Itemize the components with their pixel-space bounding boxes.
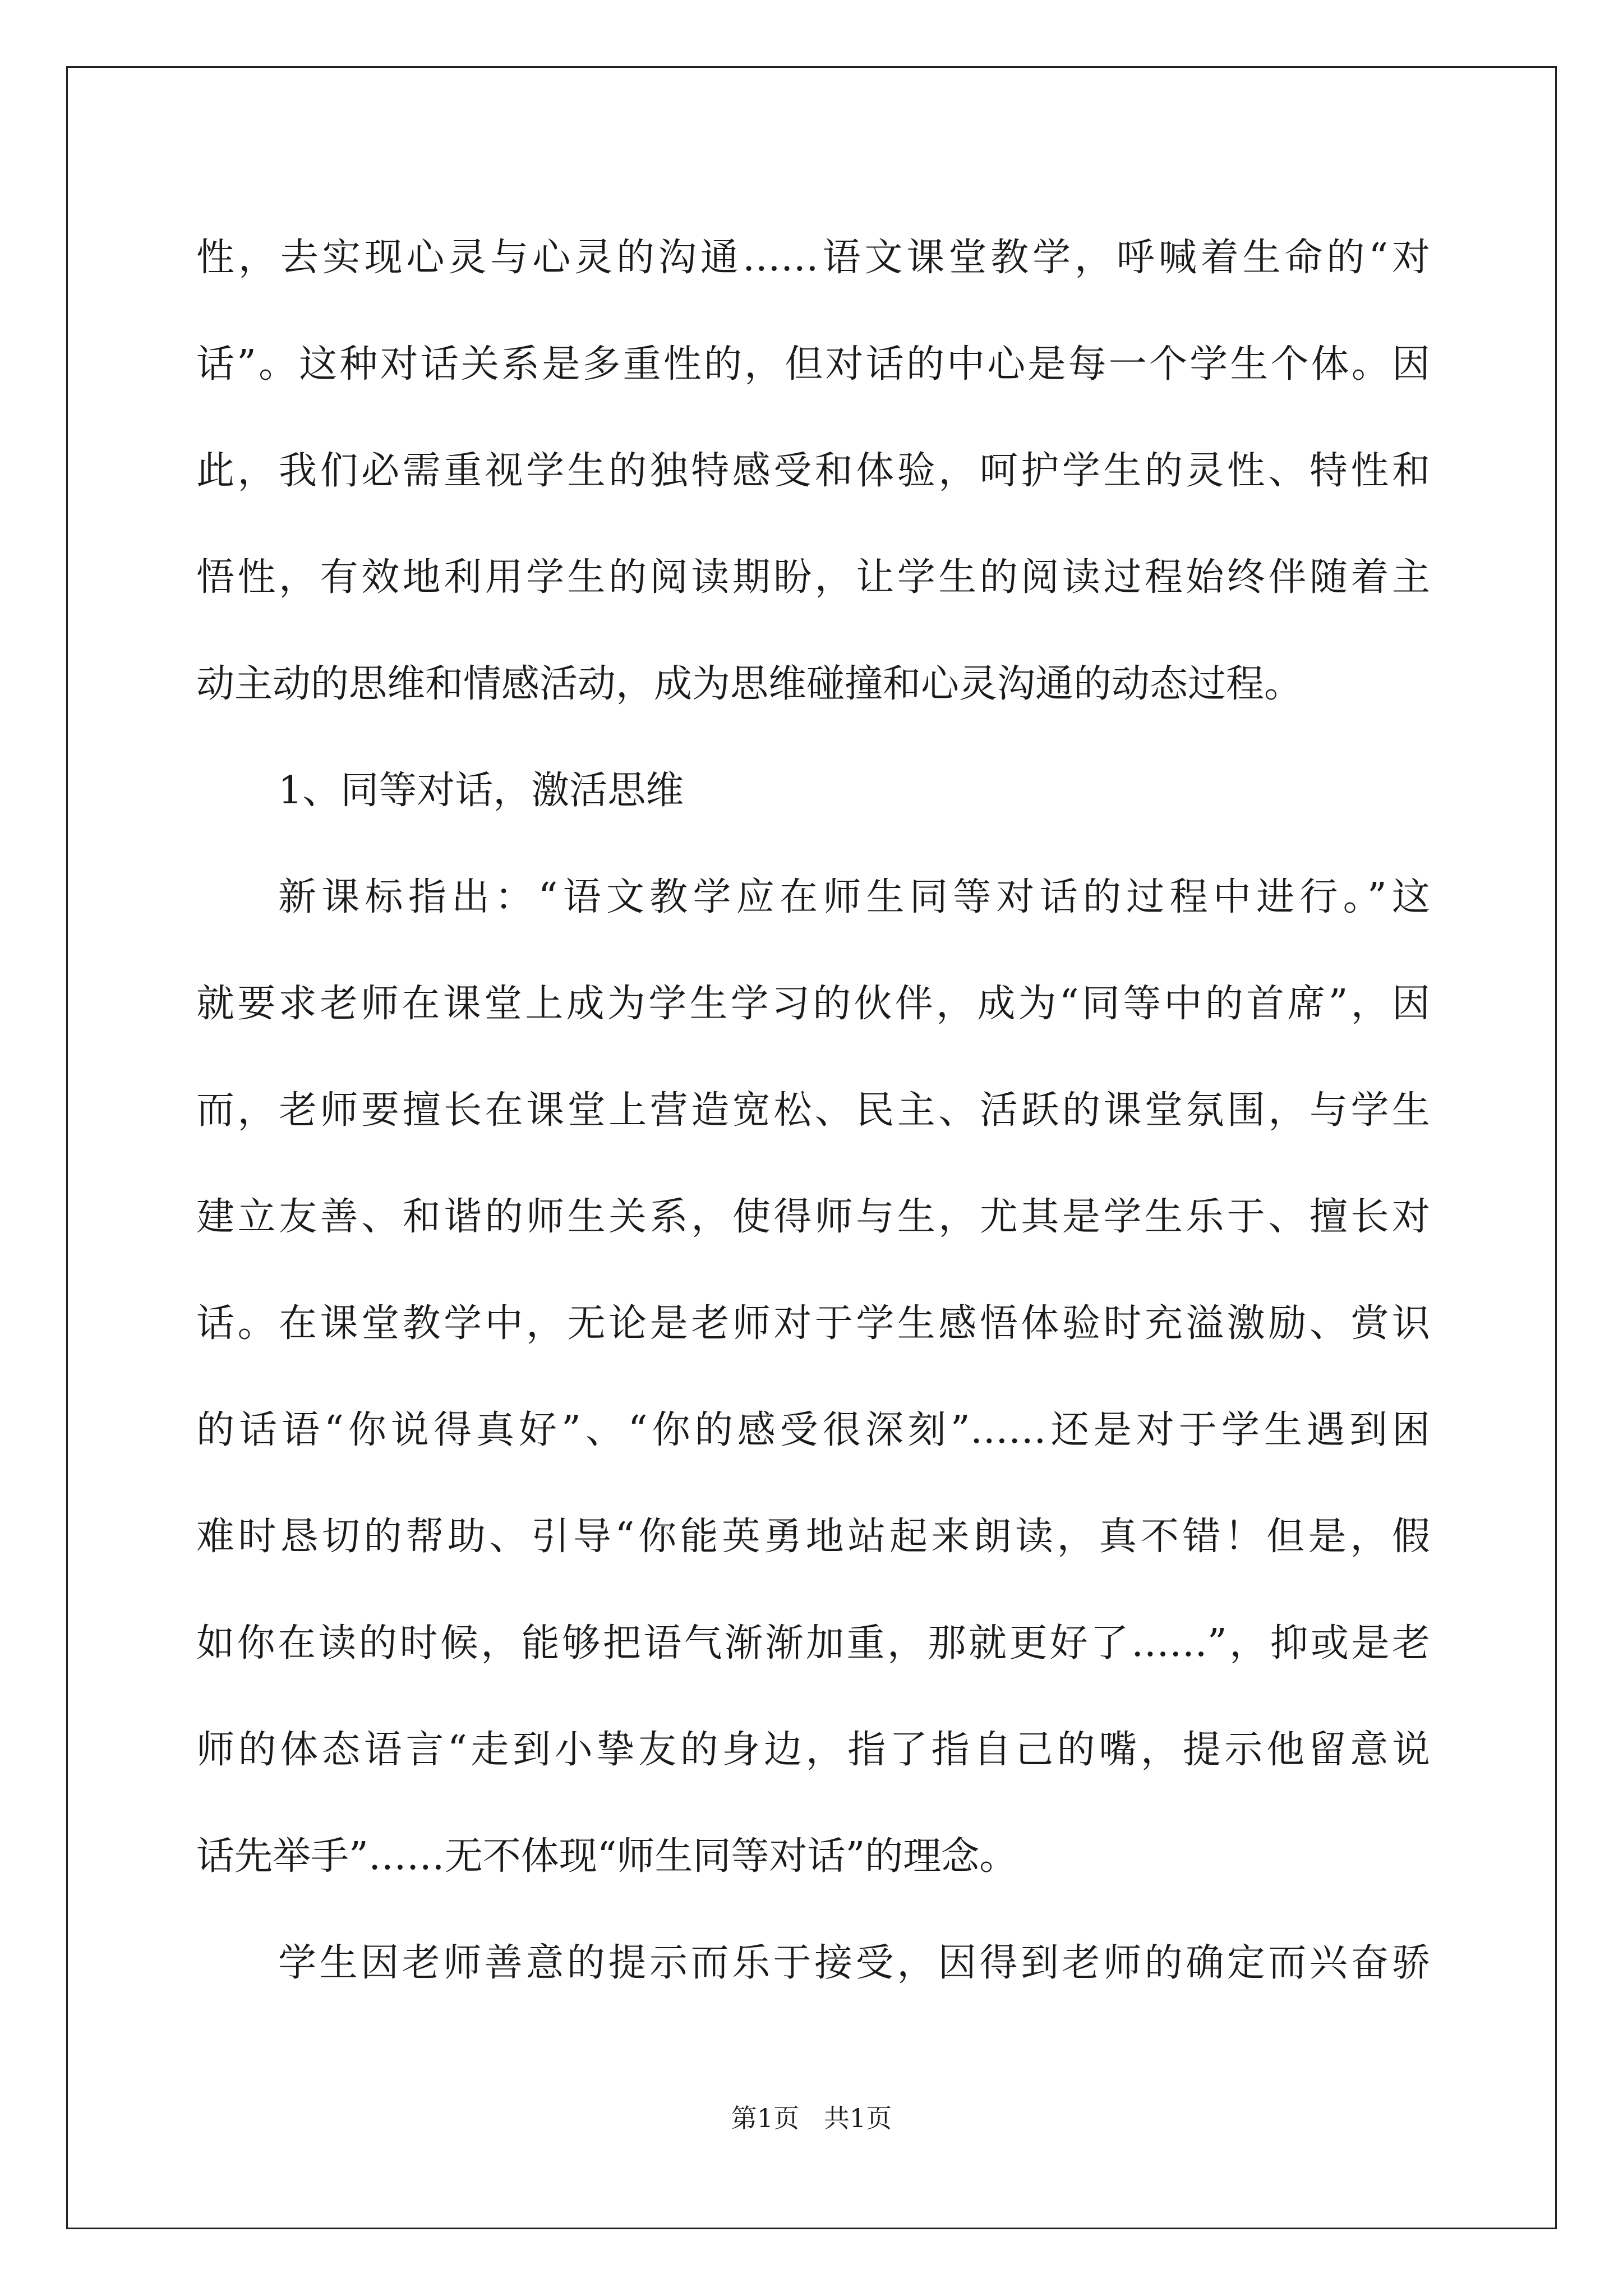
- page-footer: 第1页 共1页: [731, 2103, 892, 2133]
- text-line: 师的体态语言“走到小挚友的身边，指了指自己的嘴，提示他留意说: [196, 1728, 1430, 1772]
- text-line: 话”。这种对话关系是多重性的，但对话的中心是每一个学生个体。因: [196, 342, 1430, 386]
- text-line: 难时恳切的帮助、引导“你能英勇地站起来朗读，真不错！但是，假: [196, 1515, 1430, 1559]
- text-line: 话。在课堂教学中，无论是老师对于学生感悟体验时充溢激励、赏识: [196, 1301, 1430, 1346]
- text-line: 动主动的思维和情感活动，成为思维碰撞和心灵沟通的动态过程。: [196, 662, 1303, 706]
- text-line: 建立友善、和谐的师生关系，使得师与生，尤其是学生乐于、擅长对: [196, 1195, 1430, 1239]
- document-body: [196, 205, 1430, 2017]
- text-line: 话先举手”……无不体现“师生同等对话”的理念。: [196, 1834, 1018, 1879]
- text-line: 如你在读的时候，能够把语气渐渐加重，那就更好了……”，抑或是老: [196, 1621, 1430, 1665]
- text-line: 悟性，有效地利用学生的阅读期盼，让学生的阅读过程始终伴随着主: [196, 555, 1430, 600]
- text-line: 学生因老师善意的提示而乐于接受，因得到老师的确定而兴奋骄: [278, 1941, 1430, 1985]
- text-line: 性，去实现心灵与心灵的沟通……语文课堂教学，呼喊着生命的“对: [196, 236, 1430, 280]
- text-line: 而，老师要擅长在课堂上营造宽松、民主、活跃的课堂氛围，与学生: [196, 1088, 1430, 1133]
- text-line: 的话语“你说得真好”、“你的感受很深刻”……还是对于学生遇到困: [196, 1408, 1430, 1452]
- text-line: 就要求老师在课堂上成为学生学习的伙伴，成为“同等中的首席”，因: [196, 982, 1430, 1026]
- text-line: 新课标指出：“语文教学应在师生同等对话的过程中进行。”这: [278, 875, 1430, 919]
- text-line: 此，我们必需重视学生的独特感受和体验，呵护学生的灵性、特性和: [196, 449, 1430, 493]
- section-heading: 1、同等对话，激活思维: [278, 769, 684, 813]
